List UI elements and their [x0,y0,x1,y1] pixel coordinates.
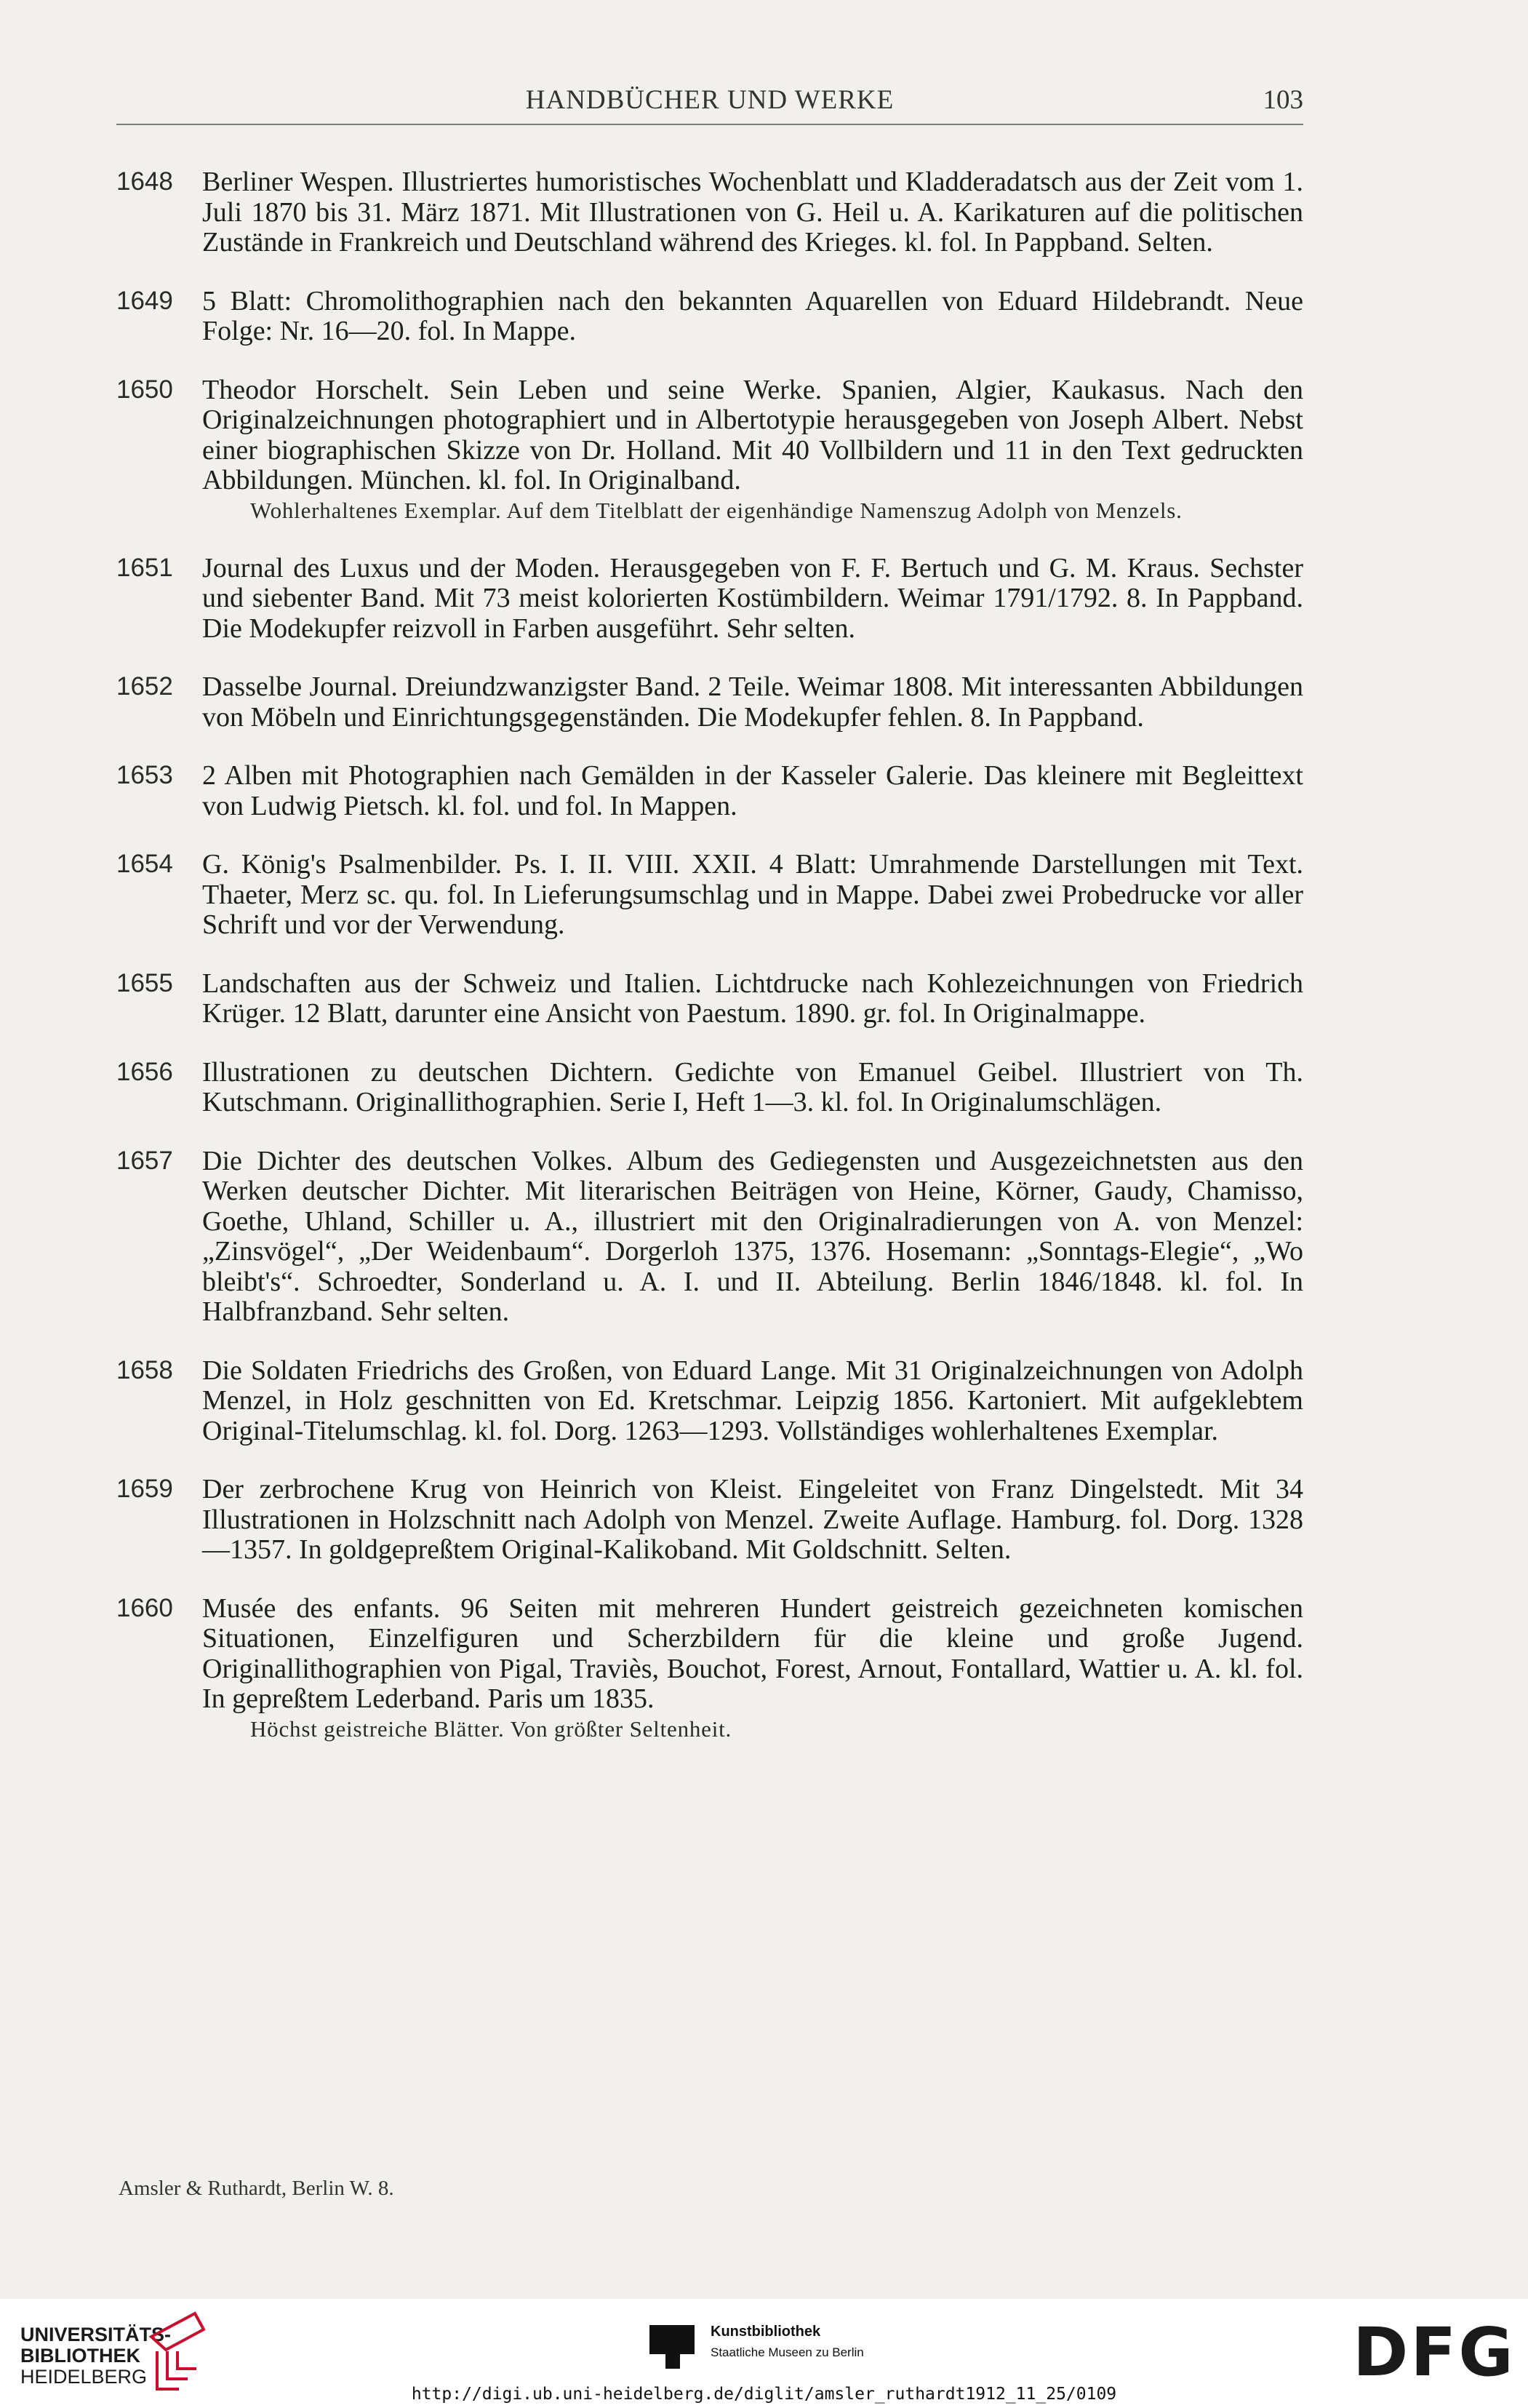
entry-number: 1656 [116,1057,173,1086]
catalog-entry [116,1475,1303,1566]
catalog-entry [116,1147,1303,1328]
university-name-line: BIBLIOTHEK [20,2345,140,2367]
page-number: 103 [1263,85,1303,115]
catalog-entries [116,167,1303,1772]
entry-text: Dasselbe Journal. Dreiundzwanzigster Band. 2 Teile. Weimar 1808. Mit interessanten Abbildungen von Möbeln und Einrichtungsgegenständen. Die Modekupfer fehlen. 8. In Pappband. [202,671,1303,733]
entry-text: Landschaften aus der Schweiz und Italien. Lichtdrucke nach Kohlezeichnungen von Friedrich Krüger. 12 Blatt, darunter eine Ansicht von Paestum. 1890. gr. fol. In Originalmappe. [202,968,1303,1029]
entry-text: 2 Alben mit Photographien nach Gemälden in der Kasseler Galerie. Das kleinere mit Begleittext von Ludwig Pietsch. kl. fol. und fol. In Mappen. [202,760,1303,821]
kunstbibliothek-name: Kunstbibliothek [711,2324,821,2340]
entry-text: 5 Blatt: Chromolithographien nach den bekannten Aquarellen von Eduard Hildebrandt. Neue Folge: Nr. 16—20. fol. In Mappe. [202,285,1303,346]
university-name-line: HEIDELBERG [20,2366,148,2388]
catalog-entry [116,167,1303,258]
catalog-entry [116,554,1303,645]
entry-number: 1659 [116,1475,173,1503]
entry-number: 1653 [116,761,173,789]
page-title: HANDBÜCHER UND WERKE [525,85,895,115]
catalog-entry [116,1594,1303,1744]
catalog-entry [116,1058,1303,1118]
university-mark-icon [144,2308,213,2395]
kunstbibliothek-icon [649,2325,695,2369]
entry-text: Der zerbrochene Krug von Heinrich von Kleist. Eingeleitet von Franz Dingelstedt. Mit 34 Illustrationen in Holzschnitt nach Adolph von Menzel. Zweite Auflage. Hamburg. fol. Dorg. 1328—1357. In goldgepreßtem Original-Kalikoband. Mit Goldschnitt. Selten. [202,1474,1303,1565]
digitization-bar [0,2299,1528,2408]
entry-number: 1651 [116,553,173,582]
entry-text: G. König's Psalmenbilder. Ps. I. II. VIII. XXII. 4 Blatt: Umrahmende Darstellungen mit Text. Thaeter, Merz sc. qu. fol. In Lieferungsumschlag und in Mappe. Dabei zwei Probedrucke vor aller Schrift und vor der Verwendung. [202,849,1303,940]
entry-number: 1658 [116,1355,173,1384]
entry-text: Theodor Horschelt. Sein Leben und seine Werke. Spanien, Algier, Kaukasus. Nach den Originalzeichnungen photographiert und in Albertotypie herausgegeben von Joseph Albert. Nebst einer biographischen Skizze von Dr. Holland. Mit 40 Vollbildern und 11 in den Text gedruckten Abbildungen. München. kl. fol. In Originalband. [202,374,1303,495]
entry-note: Höchst geistreiche Blätter. Von größter Seltenheit. [250,1715,732,1742]
catalog-entry [116,1356,1303,1447]
catalog-entry [116,850,1303,941]
entry-text: Illustrationen zu deutschen Dichtern. Gedichte von Emanuel Geibel. Illustriert von Th. Kutschmann. Originallithographien. Serie I, Heft 1—3. kl. fol. In Originalumschlägen. [202,1056,1303,1117]
dfg-logo[interactable]: DFG [1353,2313,1516,2391]
catalog-entry [116,672,1303,733]
entry-number: 1660 [116,1593,173,1622]
entry-text: Die Dichter des deutschen Volkes. Album des Gediegensten und Ausgezeichnetsten aus den Werken deutscher Dichter. Mit literarischen Beiträgen von Heine, Körner, Gaudy, Chamisso, Goethe, Uhland, Schiller u. A., illustriert mit den Originalradierungen von A. von Menzel: „Zinsvögel“, „Der Weidenbaum“. Dorgerloh 1375, 1376. Hosemann: „Sonntags-Elegie“, „Wo bleibt's“. Schroedter, Sonderland u. A. I. und II. Abteilung. Berlin 1846/1848. kl. fol. In Halbfranzband. Sehr selten. [202,1145,1303,1327]
catalog-entry [116,761,1303,821]
kunstbibliothek-logo[interactable] [649,2315,897,2380]
entry-text: Journal des Luxus und der Moden. Herausgegeben von F. F. Bertuch und G. M. Kraus. Sechster und siebenter Band. Mit 73 meist kolorierten Kostümbildern. Weimar 1791/1792. 8. In Pappband. Die Modekupfer reizvoll in Farben ausgeführt. Sehr selten. [202,552,1303,644]
catalog-entry [116,969,1303,1029]
printer-imprint: Amsler & Ruthardt, Berlin W. 8. [119,2177,394,2200]
entry-number: 1648 [116,167,173,196]
entry-number: 1657 [116,1146,173,1175]
entry-text: Die Soldaten Friedrichs des Großen, von Eduard Lange. Mit 31 Originalzeichnungen von Adolph Menzel, in Holz geschnitten von Ed. Kretschmar. Leipzig 1856. Kartoniert. Mit aufgeklebtem Original-Titelumschlag. kl. fol. Dorg. 1263—1293. Vollständiges wohlerhaltenes Exemplar. [202,1355,1303,1446]
running-head [116,80,1303,125]
university-name-line: UNIVERSITÄTS- [20,2324,172,2345]
permalink-url[interactable]: http://digi.ub.uni-heidelberg.de/diglit/amsler_ruthardt1912_11_25/0109 [411,2385,1117,2404]
catalog-entry [116,375,1303,525]
entry-number: 1649 [116,286,173,315]
entry-number: 1655 [116,968,173,997]
entry-number: 1652 [116,672,173,701]
entry-number: 1654 [116,850,173,878]
entry-text: Musée des enfants. 96 Seiten mit mehreren Hundert geistreich gezeichneten komischen Situationen, Einzelfiguren und Scherzbildern für die kleine und große Jugend. Originallithographien von Pigal, Traviès, Bouchot, Forest, Arnout, Fontallard, Wattier u. A. kl. fol. In gepreßtem Lederband. Paris um 1835. [202,1592,1303,1714]
entry-text: Berliner Wespen. Illustriertes humoristisches Wochenblatt und Kladderadatsch aus der Zeit vom 1. Juli 1870 bis 31. März 1871. Mit Illustrationen von G. Heil u. A. Karikaturen auf die politischen Zustände in Frankreich und Deutschland während des Krieges. kl. fol. In Pappband. Selten. [202,167,1303,258]
entry-number: 1650 [116,375,173,404]
kunstbibliothek-subtitle: Staatliche Museen zu Berlin [711,2345,864,2359]
catalog-entry [116,287,1303,347]
entry-note: Wohlerhaltenes Exemplar. Auf dem Titelblatt der eigenhändige Namenszug Adolph von Menzels. [250,497,1183,523]
